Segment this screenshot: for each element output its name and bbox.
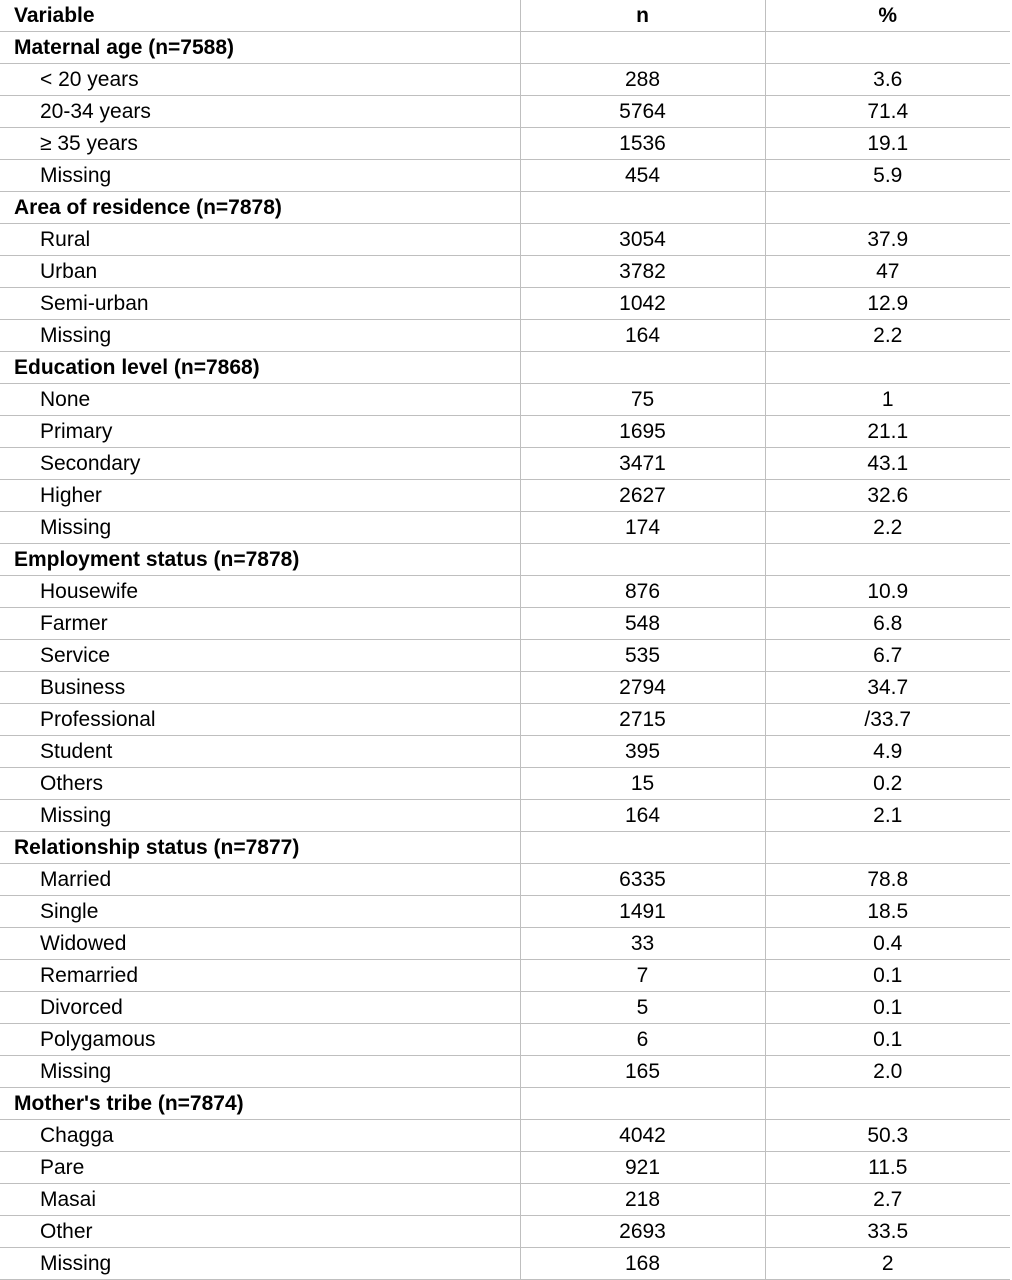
row-percent: 47 <box>765 256 1010 288</box>
group-percent-cell <box>765 1088 1010 1120</box>
row-n: 1695 <box>520 416 765 448</box>
group-header-row <box>0 1088 1010 1120</box>
table-row <box>0 128 1010 160</box>
group-label: Maternal age (n=7588) <box>0 32 520 64</box>
row-label: Masai <box>0 1184 520 1216</box>
row-label: < 20 years <box>0 64 520 96</box>
table-row <box>0 1120 1010 1152</box>
row-n: 1042 <box>520 288 765 320</box>
row-label: Missing <box>0 1248 520 1280</box>
row-n: 2627 <box>520 480 765 512</box>
row-label: None <box>0 384 520 416</box>
row-n: 33 <box>520 928 765 960</box>
row-percent: 4.9 <box>765 736 1010 768</box>
row-n: 535 <box>520 640 765 672</box>
row-n: 7 <box>520 960 765 992</box>
row-n: 75 <box>520 384 765 416</box>
group-percent-cell <box>765 192 1010 224</box>
row-percent: 0.1 <box>765 992 1010 1024</box>
row-n: 4042 <box>520 1120 765 1152</box>
group-percent-cell <box>765 832 1010 864</box>
row-percent: 0.2 <box>765 768 1010 800</box>
row-percent: 0.1 <box>765 1024 1010 1056</box>
row-percent: 11.5 <box>765 1152 1010 1184</box>
group-label: Relationship status (n=7877) <box>0 832 520 864</box>
row-n: 174 <box>520 512 765 544</box>
row-n: 168 <box>520 1248 765 1280</box>
row-percent: 0.4 <box>765 928 1010 960</box>
row-percent: 2.1 <box>765 800 1010 832</box>
row-n: 288 <box>520 64 765 96</box>
row-percent: 2.2 <box>765 512 1010 544</box>
row-label: Housewife <box>0 576 520 608</box>
row-percent: 3.6 <box>765 64 1010 96</box>
table-row <box>0 992 1010 1024</box>
row-label: Missing <box>0 160 520 192</box>
table-row <box>0 480 1010 512</box>
row-label: Semi-urban <box>0 288 520 320</box>
table-row <box>0 448 1010 480</box>
row-label: Divorced <box>0 992 520 1024</box>
row-label: Polygamous <box>0 1024 520 1056</box>
row-label: 20-34 years <box>0 96 520 128</box>
row-n: 876 <box>520 576 765 608</box>
group-n-cell <box>520 1088 765 1120</box>
row-percent: 21.1 <box>765 416 1010 448</box>
table-row <box>0 864 1010 896</box>
group-percent-cell <box>765 352 1010 384</box>
table-row <box>0 320 1010 352</box>
table-row <box>0 160 1010 192</box>
row-percent: 2.7 <box>765 1184 1010 1216</box>
row-percent: 71.4 <box>765 96 1010 128</box>
row-n: 164 <box>520 320 765 352</box>
row-n: 921 <box>520 1152 765 1184</box>
row-label: Rural <box>0 224 520 256</box>
row-label: Urban <box>0 256 520 288</box>
header-percent: % <box>765 0 1010 32</box>
row-percent: /33.7 <box>765 704 1010 736</box>
row-n: 3054 <box>520 224 765 256</box>
row-n: 5 <box>520 992 765 1024</box>
header-n: n <box>520 0 765 32</box>
table-body <box>0 32 1010 1280</box>
group-n-cell <box>520 544 765 576</box>
row-n: 5764 <box>520 96 765 128</box>
group-header-row <box>0 192 1010 224</box>
row-label: Secondary <box>0 448 520 480</box>
group-label: Employment status (n=7878) <box>0 544 520 576</box>
table-row <box>0 768 1010 800</box>
row-label: Single <box>0 896 520 928</box>
row-percent: 2.2 <box>765 320 1010 352</box>
row-label: Missing <box>0 1056 520 1088</box>
group-n-cell <box>520 192 765 224</box>
group-header-row <box>0 32 1010 64</box>
row-label: Married <box>0 864 520 896</box>
group-header-row <box>0 832 1010 864</box>
row-label: Student <box>0 736 520 768</box>
row-n: 6 <box>520 1024 765 1056</box>
group-n-cell <box>520 32 765 64</box>
row-n: 2794 <box>520 672 765 704</box>
table-row <box>0 640 1010 672</box>
group-percent-cell <box>765 32 1010 64</box>
row-n: 3471 <box>520 448 765 480</box>
row-percent: 34.7 <box>765 672 1010 704</box>
table-row <box>0 608 1010 640</box>
row-label: Missing <box>0 512 520 544</box>
row-percent: 19.1 <box>765 128 1010 160</box>
row-label: Missing <box>0 320 520 352</box>
row-n: 2715 <box>520 704 765 736</box>
table-row <box>0 704 1010 736</box>
row-percent: 5.9 <box>765 160 1010 192</box>
row-percent: 50.3 <box>765 1120 1010 1152</box>
row-percent: 2.0 <box>765 1056 1010 1088</box>
table-row <box>0 256 1010 288</box>
row-percent: 18.5 <box>765 896 1010 928</box>
table-row <box>0 1216 1010 1248</box>
table-row <box>0 576 1010 608</box>
table-row <box>0 736 1010 768</box>
table-row <box>0 1184 1010 1216</box>
row-label: Higher <box>0 480 520 512</box>
table-row <box>0 1248 1010 1280</box>
header-variable: Variable <box>0 0 520 32</box>
row-percent: 33.5 <box>765 1216 1010 1248</box>
row-n: 3782 <box>520 256 765 288</box>
row-n: 395 <box>520 736 765 768</box>
table-header-row <box>0 0 1010 32</box>
row-n: 454 <box>520 160 765 192</box>
row-percent: 43.1 <box>765 448 1010 480</box>
row-percent: 6.7 <box>765 640 1010 672</box>
table-row <box>0 416 1010 448</box>
row-percent: 10.9 <box>765 576 1010 608</box>
row-percent: 1 <box>765 384 1010 416</box>
table-row <box>0 64 1010 96</box>
row-percent: 32.6 <box>765 480 1010 512</box>
row-percent: 37.9 <box>765 224 1010 256</box>
row-label: Widowed <box>0 928 520 960</box>
group-header-row <box>0 352 1010 384</box>
row-n: 548 <box>520 608 765 640</box>
row-percent: 6.8 <box>765 608 1010 640</box>
table-row <box>0 800 1010 832</box>
row-label: Farmer <box>0 608 520 640</box>
group-header-row <box>0 544 1010 576</box>
row-label: ≥ 35 years <box>0 128 520 160</box>
row-label: Professional <box>0 704 520 736</box>
group-percent-cell <box>765 544 1010 576</box>
row-label: Primary <box>0 416 520 448</box>
table-row <box>0 224 1010 256</box>
group-n-cell <box>520 832 765 864</box>
table-row <box>0 1024 1010 1056</box>
row-percent: 78.8 <box>765 864 1010 896</box>
row-percent: 12.9 <box>765 288 1010 320</box>
table-row <box>0 896 1010 928</box>
row-label: Other <box>0 1216 520 1248</box>
table-row <box>0 928 1010 960</box>
row-percent: 2 <box>765 1248 1010 1280</box>
row-label: Others <box>0 768 520 800</box>
table-row <box>0 96 1010 128</box>
row-n: 1491 <box>520 896 765 928</box>
row-label: Business <box>0 672 520 704</box>
group-label: Education level (n=7868) <box>0 352 520 384</box>
row-n: 165 <box>520 1056 765 1088</box>
table-row <box>0 384 1010 416</box>
row-n: 1536 <box>520 128 765 160</box>
group-label: Area of residence (n=7878) <box>0 192 520 224</box>
group-label: Mother's tribe (n=7874) <box>0 1088 520 1120</box>
table-row <box>0 960 1010 992</box>
table-row <box>0 1056 1010 1088</box>
row-n: 218 <box>520 1184 765 1216</box>
group-n-cell <box>520 352 765 384</box>
row-percent: 0.1 <box>765 960 1010 992</box>
table-row <box>0 1152 1010 1184</box>
row-n: 15 <box>520 768 765 800</box>
row-label: Missing <box>0 800 520 832</box>
row-n: 2693 <box>520 1216 765 1248</box>
row-label: Pare <box>0 1152 520 1184</box>
table-row <box>0 512 1010 544</box>
row-label: Chagga <box>0 1120 520 1152</box>
row-n: 164 <box>520 800 765 832</box>
table-row <box>0 288 1010 320</box>
row-label: Remarried <box>0 960 520 992</box>
row-n: 6335 <box>520 864 765 896</box>
row-label: Service <box>0 640 520 672</box>
table-row <box>0 672 1010 704</box>
